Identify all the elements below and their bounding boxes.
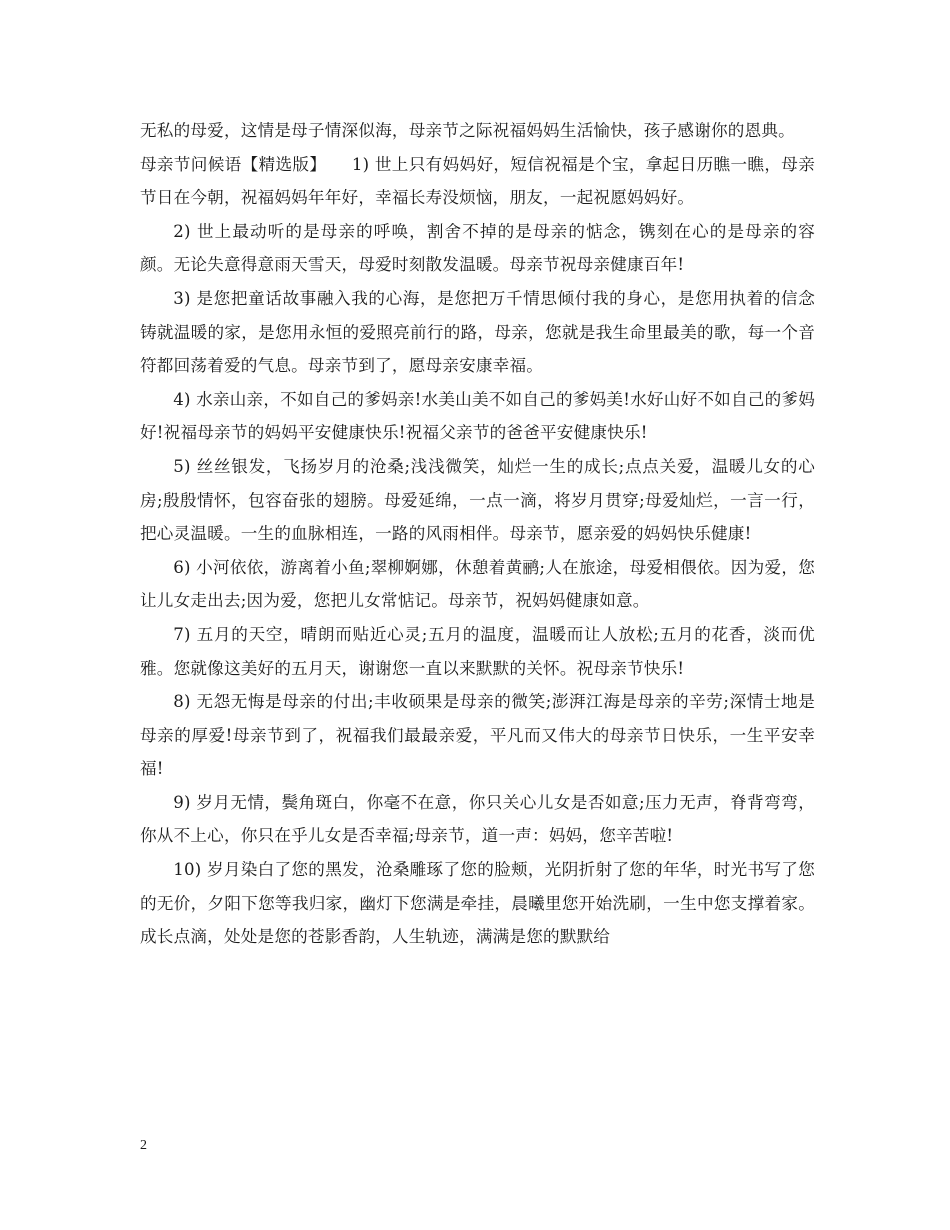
paragraph-8: 8) 无怨无悔是母亲的付出;丰收硕果是母亲的微笑;澎湃江海是母亲的辛劳;深情士地是母亲的厚爱!母亲节到了，祝福我们最最亲爱，平凡而又伟大的母亲节日快乐，一生平安幸福! (140, 692, 815, 779)
paragraph-2: 2) 世上最动听的是母亲的呼唤，割舍不掉的是母亲的惦念，镌刻在心的是母亲的容颜。无论失意得意雨天雪天，母爱时刻散发温暖。母亲节祝母亲健康百年! (140, 221, 815, 275)
paragraph-6: 6) 小河依依，游离着小鱼;翠柳婀娜，休憩着黄鹂;人在旅途，母爱相偎依。因为爱，您让儿女走出去;因为爱，您把儿女常惦记。母亲节，祝妈妈健康如意。 (140, 557, 815, 611)
paragraph-10: 10) 岁月染白了您的黑发，沧桑雕琢了您的脸颊，光阴折射了您的年华，时光书写了您的无价，夕阳下您等我归家，幽灯下您满是牵挂，晨曦里您开始洗刷，一生中您支撑着家。成长点滴，处处是您的苍影香韵，人生轨迹，满满是您的默默给 (140, 860, 815, 947)
paragraph-9: 9) 岁月无情，鬓角斑白，你毫不在意，你只关心儿女是否如意;压力无声，脊背弯弯，你从不上心，你只在乎儿女是否幸福;母亲节，道一声：妈妈，您辛苦啦! (140, 792, 815, 846)
paragraph-3: 3) 是您把童话故事融入我的心海，是您把万千情思倾付我的身心，是您用执着的信念铸就温暖的家，是您用永恒的爱照亮前行的路，母亲，您就是我生命里最美的歌，每一个音符都回荡着爱的气息。母亲节到了，愿母亲安康幸福。 (140, 288, 815, 376)
paragraph-0: 无私的母爱，这情是母子情深似海，母亲节之际祝福妈妈生活愉快，孩子感谢你的恩典。 (140, 121, 795, 140)
paragraph-4: 4) 水亲山亲，不如自己的爹妈亲!水美山美不如自己的爹妈美!水好山好不如自己的爹妈好!祝福母亲节的妈妈平安健康快乐!祝福父亲节的爸爸平安健康快乐! (140, 389, 815, 443)
body-text (140, 114, 815, 954)
paragraph-7: 7) 五月的天空，晴朗而贴近心灵;五月的温度，温暖而让人放松;五月的花香，淡而优雅。您就像这美好的五月天，谢谢您一直以来默默的关怀。祝母亲节快乐! (140, 624, 815, 678)
page-number: 2 (140, 1138, 147, 1153)
paragraph-5: 5) 丝丝银发，飞扬岁月的沧桑;浅浅微笑，灿烂一生的成长;点点关爱，温暖儿女的心房;殷殷情怀，包容奋张的翅膀。母爱延绵，一点一滴，将岁月贯穿;母爱灿烂，一言一行，把心灵温暖。一生的血脉相连，一路的风雨相伴。母亲节，愿亲爱的妈妈快乐健康! (140, 456, 815, 544)
paragraph-1: 母亲节问候语【精选版】 1) 世上只有妈妈好，短信祝福是个宝，拿起日历瞧一瞧，母亲节日在今朝，祝福妈妈年年好，幸福长寿没烦恼，朋友，一起祝愿妈妈好。 (140, 154, 815, 208)
